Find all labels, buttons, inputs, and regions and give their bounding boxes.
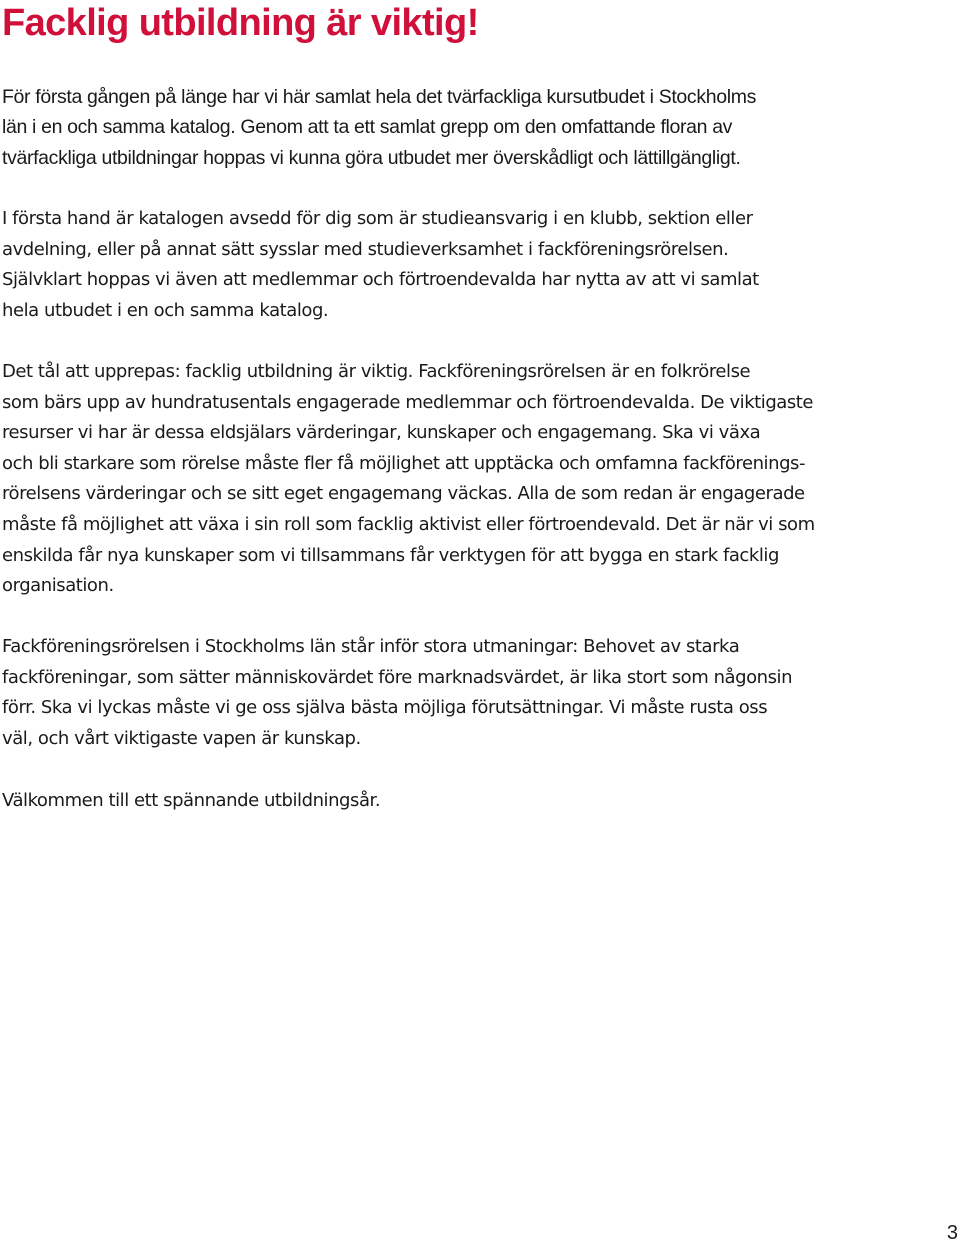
paragraph-line: För första gången på länge har vi här samlat hela det tvärfackliga kursutbudet i Stockholms [2,86,756,108]
paragraph-line: Fackföreningsrörelsen i Stockholms län står inför stora utmaningar: Behovet av starka [2,636,740,657]
page-title: Facklig utbildning är viktig! [2,2,479,44]
paragraph-line: väl, och vårt viktigaste vapen är kunskap. [2,727,361,749]
paragraph-line: hela utbudet i en och samma katalog. [2,299,329,321]
paragraph-line: förr. Ska vi lyckas måste vi ge oss själva bästa möjliga förutsättningar. Vi måste rusta oss [2,697,768,719]
paragraph-line: som bärs upp av hundratusentals engagerade medlemmar och förtroendevalda. De viktigaste [2,391,814,413]
paragraph-line: och bli starkare som rörelse måste fler få möjlighet att upptäcka och omfamna fackförenings- [2,452,806,474]
paragraph-line: resurser vi har är dessa eldsjälars värderingar, kunskaper och engagemang. Ska vi växa [2,422,761,444]
paragraph-line: enskilda får nya kunskaper som vi tillsammans får verktygen för att bygga en stark facklig [2,544,779,566]
body-paragraph-importance [2,357,942,602]
paragraph-line: organisation. [2,575,114,597]
body-paragraph-challenges [2,632,942,754]
paragraph-line: avdelning, eller på annat sätt sysslar med studieverksamhet i fackföreningsrörelsen. [2,238,729,260]
paragraph-line: Det tål att upprepas: facklig utbildning är viktig. Fackföreningsrörelsen är en folkrörelse [2,361,751,382]
paragraph-line: måste få möjlighet att växa i sin roll som facklig aktivist eller förtroendevald. Det är när vi som [2,513,815,535]
paragraph-line: Självklart hoppas vi även att medlemmar och förtroendevalda har nytta av att vi samlat [2,269,759,291]
body-paragraph-welcome [2,786,942,817]
paragraph-line: I första hand är katalogen avsedd för dig som är studieansvarig i en klubb, sektion eller [2,208,753,229]
paragraph-line: tvärfackliga utbildningar hoppas vi kunna göra utbudet mer överskådligt och lättillgängligt. [2,146,741,169]
paragraph-line: rörelsens värderingar och se sitt eget engagemang väckas. Alla de som redan är engagerade [2,483,805,505]
paragraph-line: fackföreningar, som sätter människovärdet före marknadsvärdet, är lika stort som någonsin [2,666,793,688]
intro-paragraph [2,82,932,173]
page-number: 3 [946,1222,958,1244]
body-paragraph-audience [2,204,942,326]
paragraph-line: län i en och samma katalog. Genom att ta ett samlat grepp om den omfattande floran av [2,116,733,139]
paragraph-line: Välkommen till ett spännande utbildningsår. [2,790,381,811]
